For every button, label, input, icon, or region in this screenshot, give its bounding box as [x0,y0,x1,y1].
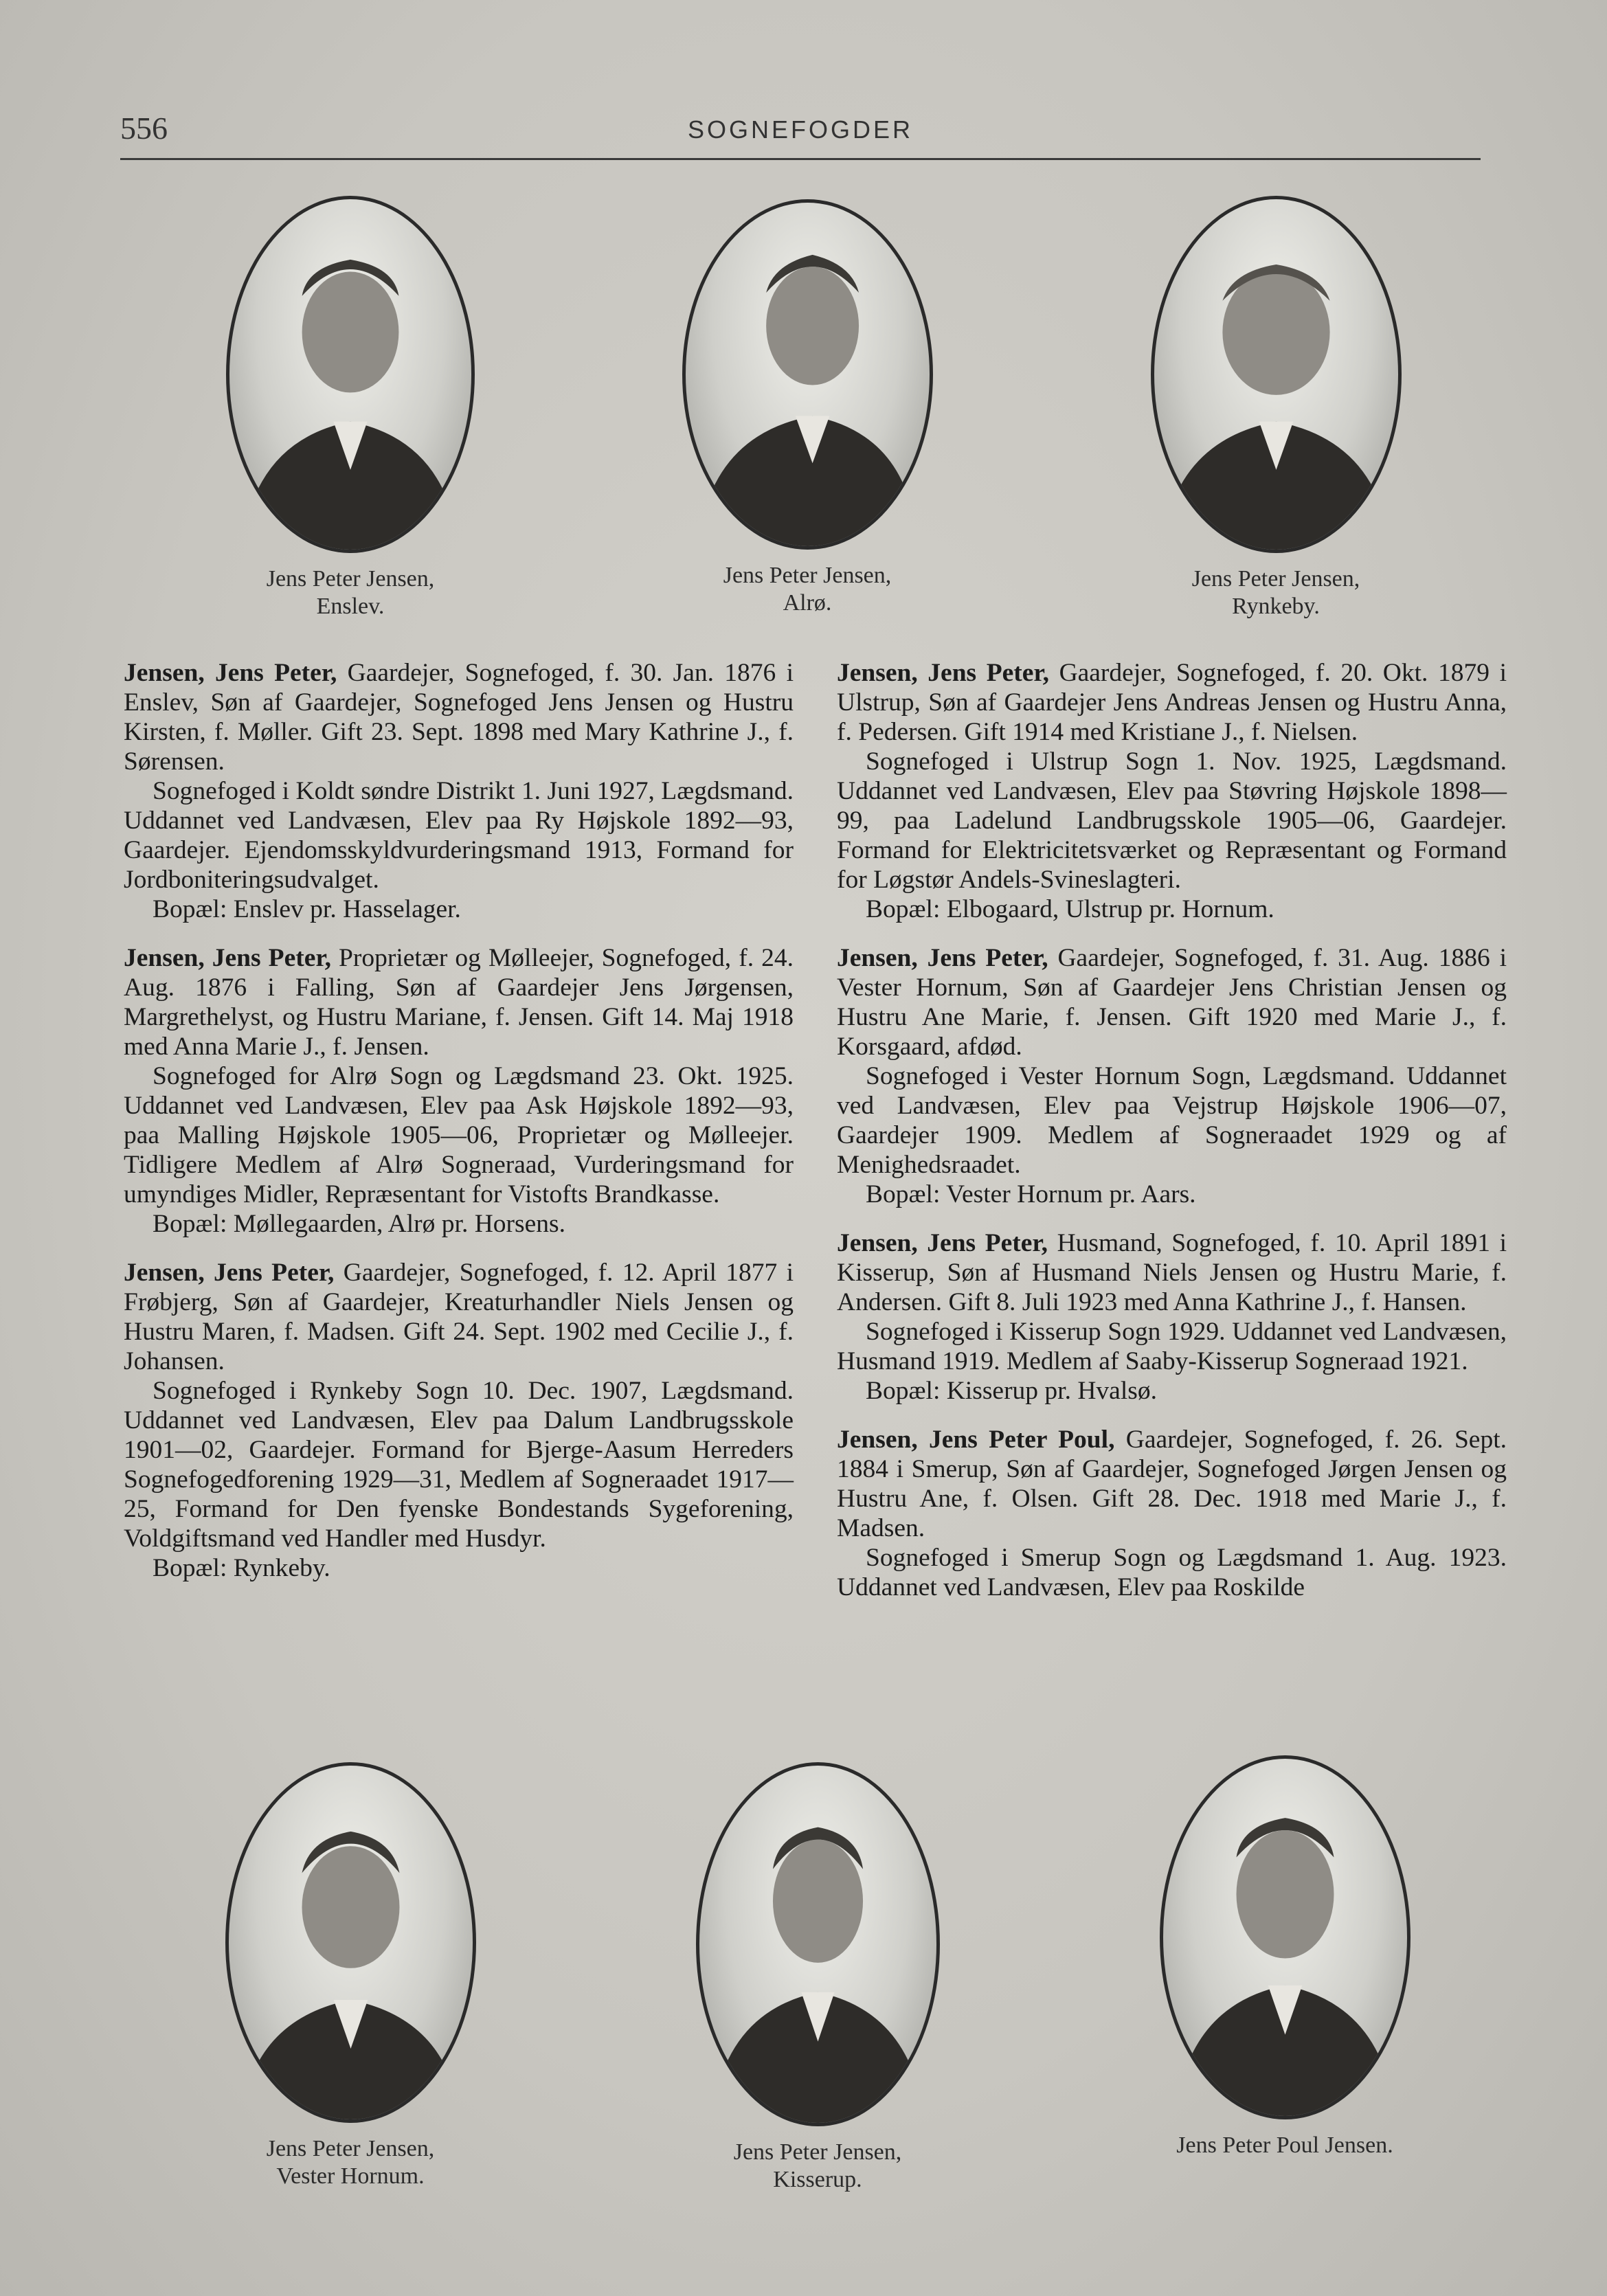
portrait-alro [649,199,965,617]
entry-text: Gaardejer, Sognefoged, f. 26. Sept. 1884 i Smerup, Søn af Gaardejer, Sognefoged Jørgen Jensen og Hustru Ane, f. Olsen. Gift 28. Dec. 1918 med Marie J., f. Madsen. [837,1426,1507,1542]
caption-name: Jens Peter Jensen, [266,566,435,592]
entry-name: Jensen, Jens Peter Poul, [837,1426,1115,1454]
entry [837,1425,1507,1602]
entry [837,1228,1507,1406]
caption-place: Enslev. [316,594,385,619]
entry-text: Gaardejer, Sognefoged, f. 31. Aug. 1886 i Vester Hornum, Søn af Gaardejer Jens Christian Jensen og Hustru Ane Marie, f. Jensen. Gift 1920 med Marie J., f. Korsgaard, afdød. [837,944,1507,1061]
portrait-photo [226,196,475,553]
text-column-left [124,658,794,1602]
entry-residence: Bopæl: Kisserup pr. Hvalsø. [866,1377,1157,1405]
portrait-caption [192,565,508,620]
portrait-photo [1160,1755,1411,2119]
person-silhouette-icon [1163,1759,1407,2116]
portrait-caption [649,562,965,617]
entry-career: Sognefoged i Vester Hornum Sogn, Lægdsmand. Uddannet ved Landvæsen, Elev paa Vejstrup Højskole 1906—07, Gaardejer 1909. Medlem af Sogneraadet 1929 og af Menighedsraadet. [837,1062,1507,1179]
entry [837,658,1507,924]
entry-residence: Bopæl: Enslev pr. Hasselager. [153,895,461,923]
portrait-caption [1127,2132,1443,2159]
portrait-photo [225,1762,476,2123]
entry-residence: Bopæl: Rynkeby. [153,1554,330,1582]
page-number: 556 [120,111,168,146]
entry-name: Jensen, Jens Peter, [837,659,1049,687]
text-column-right [837,658,1507,1621]
caption-place: Vester Hornum. [276,2163,425,2189]
caption-place: Rynkeby. [1232,594,1320,619]
person-silhouette-icon [229,1766,473,2119]
entry-career: Sognefoged i Ulstrup Sogn 1. Nov. 1925, Lægdsmand. Uddannet ved Landvæsen, Elev paa Støvring Højskole 1898—99, paa Ladelund Landbrugsskole 1905—06, Gaardejer. Formand for Elektricitetsværket og Repræsentant og Formand for Løgstør Andels-Svineslagteri. [837,747,1507,894]
entry [124,658,794,924]
portrait-rynkeby [1118,196,1434,620]
person-silhouette-icon [229,199,471,550]
entry-name: Jensen, Jens Peter, [837,944,1048,972]
entry-career: Sognefoged i Kisserup Sogn 1929. Uddannet ved Landvæsen, Husmand 1919. Medlem af Saaby-Kisserup Sogneraad 1921. [837,1318,1507,1375]
entry-text: Gaardejer, Sognefoged, f. 30. Jan. 1876 i Enslev, Søn af Gaardejer, Sognefoged Jens Jensen og Hustru Kirsten, f. Møller. Gift 23. Sept. 1898 med Mary Kathrine J., f. Sørensen. [124,659,794,776]
entry-residence: Bopæl: Vester Hornum pr. Aars. [866,1180,1196,1208]
caption-name: Jens Peter Jensen, [266,2136,435,2161]
page-header [120,110,1481,160]
portrait-smerup [1127,1755,1443,2159]
entry-name: Jensen, Jens Peter, [124,659,337,687]
entry [837,943,1507,1209]
entry-residence: Bopæl: Elbogaard, Ulstrup pr. Hornum. [866,895,1274,923]
portrait-photo [682,199,933,550]
entry [124,943,794,1239]
portrait-kisserup [660,1762,976,2194]
entry-career: Sognefoged for Alrø Sogn og Lægdsmand 23. Okt. 1925. Uddannet ved Landvæsen, Elev paa Ask Højskole 1892—93, paa Malling Højskole 1905—06, Proprietær og Mølleejer. Tidligere Medlem af Alrø Sogneraad, Vurderingsmand for umyndiges Midler, Repræsentant for Vistofts Brandkasse. [124,1062,794,1208]
portrait-photo [1151,196,1402,553]
entry-text: Husmand, Sognefoged, f. 10. April 1891 i Kisserup, Søn af Husmand Niels Jensen og Hustru Marie, f. Andersen. Gift 8. Juli 1923 med Anna Kathrine J., f. Hansen. [837,1229,1507,1316]
caption-name: Jens Peter Jensen, [733,2139,902,2165]
entry-text: Proprietær og Mølleejer, Sognefoged, f. 24. Aug. 1876 i Falling, Søn af Gaardejer Jens Jørgensen, Margrethelyst, og Hustru Mariane, f. Jensen. Gift 14. Maj 1918 med Anna Marie J., f. Jensen. [124,944,794,1061]
portrait-caption [660,2139,976,2194]
entry-text: Gaardejer, Sognefoged, f. 12. April 1877 i Frøbjerg, Søn af Gaardejer, Kreaturhandler Niels Jensen og Hustru Maren, f. Madsen. Gift 24. Sept. 1902 med Cecilie J., f. Johansen. [124,1259,794,1375]
entry [124,1258,794,1583]
portrait-caption [192,2135,508,2190]
caption-name: Jens Peter Jensen, [1191,566,1360,592]
person-silhouette-icon [1154,199,1398,550]
entry-name: Jensen, Jens Peter, [124,1259,335,1287]
person-silhouette-icon [699,1766,936,2123]
entry-name: Jensen, Jens Peter, [124,944,331,972]
portrait-enslev [192,196,508,620]
portrait-vester-hornum [192,1762,508,2190]
entry-residence: Bopæl: Møllegaarden, Alrø pr. Horsens. [153,1210,565,1238]
caption-place: Alrø. [783,590,832,616]
entry-name: Jensen, Jens Peter, [837,1229,1048,1257]
caption-place: Kisserup. [773,2167,862,2192]
caption-name: Jens Peter Jensen, [723,563,892,588]
portrait-caption [1118,565,1434,620]
running-title: SOGNEFOGDER [687,115,914,144]
caption-name: Jens Peter Poul Jensen. [1176,2132,1393,2158]
entry-career: Sognefoged i Rynkeby Sogn 10. Dec. 1907, Lægdsmand. Uddannet ved Landvæsen, Elev paa Dalum Landbrugsskole 1901—02, Gaardejer. Formand for Bjerge-Aasum Herreders Sognefogedforening 1929—31, Medlem af Sogneraadet 1917—25, Formand for Den fyenske Bondestands Sygeforening, Voldgiftsmand ved Handler med Husdyr. [124,1377,794,1553]
person-silhouette-icon [686,203,930,546]
entry-career: Sognefoged i Smerup Sogn og Lægdsmand 1. Aug. 1923. Uddannet ved Landvæsen, Elev paa Roskilde [837,1544,1507,1601]
entry-career: Sognefoged i Koldt søndre Distrikt 1. Juni 1927, Lægdsmand. Uddannet ved Landvæsen, Elev paa Ry Højskole 1892—93, Gaardejer. Ejendomsskyldvurderingsmand 1913, Formand for Jordboniteringsudvalget. [124,777,794,894]
portrait-photo [696,1762,940,2126]
entry-text: Gaardejer, Sognefoged, f. 20. Okt. 1879 i Ulstrup, Søn af Gaardejer Jens Andreas Jensen og Hustru Anna, f. Pedersen. Gift 1914 med Kristiane J., f. Nielsen. [837,659,1507,746]
